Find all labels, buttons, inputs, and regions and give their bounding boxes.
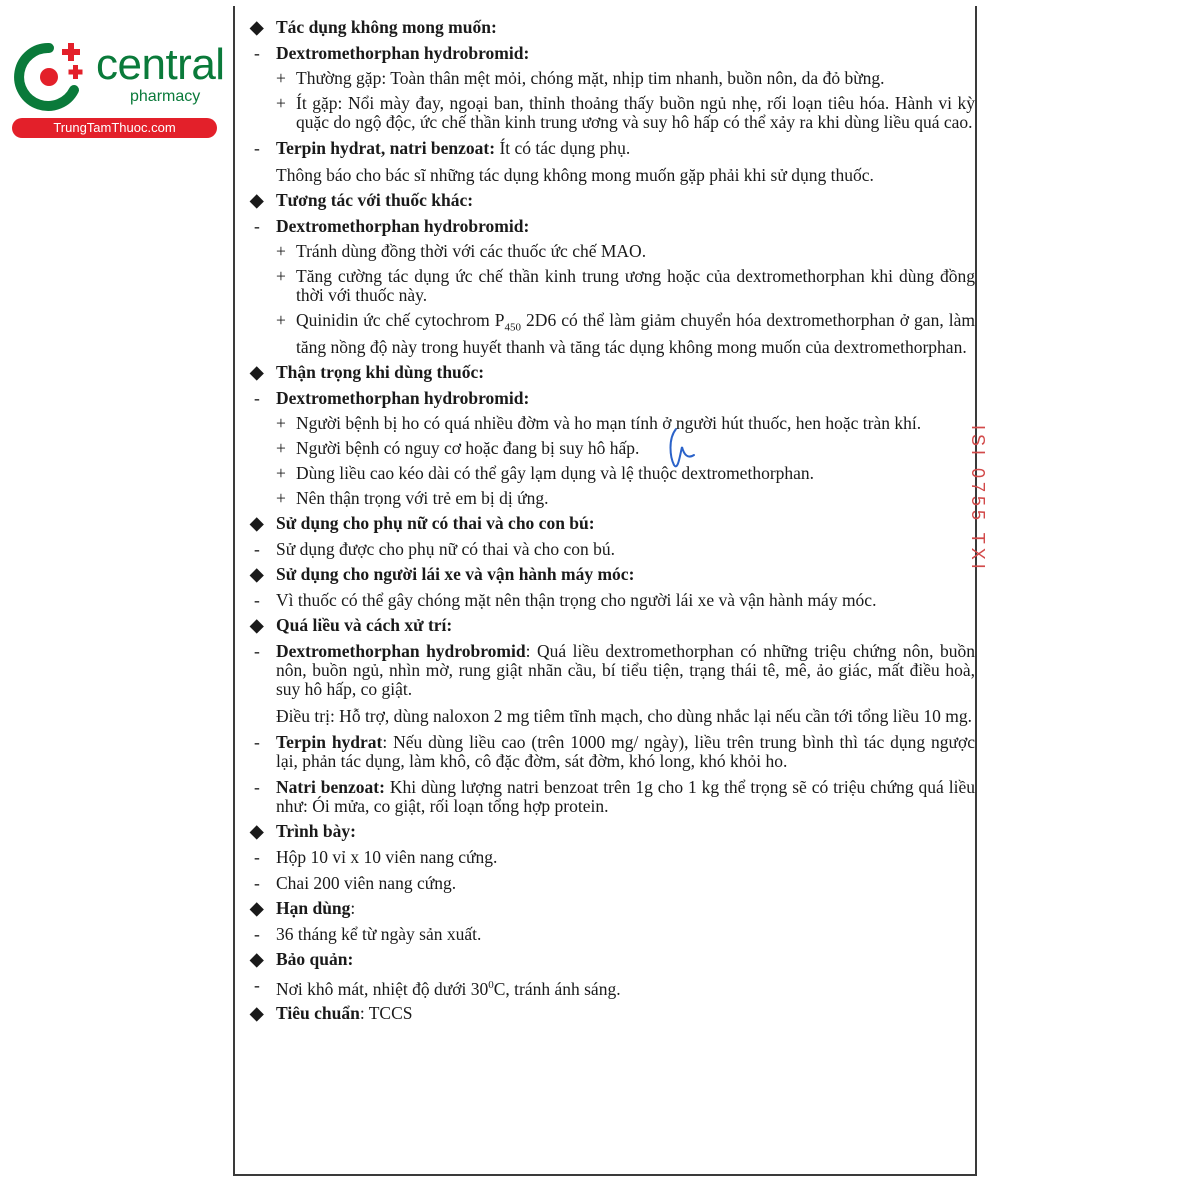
list-item: - Nơi khô mát, nhiệt độ dưới $30^0C$, tránh ánh sáng. <box>254 974 621 999</box>
brand-subtitle: pharmacy <box>130 88 201 105</box>
ingredient-heading: - Dextromethorphan hydrobromid: <box>254 43 530 63</box>
list-item: - Chai 200 viên nang cứng. <box>254 872 457 893</box>
side-stamp: ISI 0755 TXI <box>968 425 988 573</box>
list-item: - Hộp 10 vỉ x 10 viên nang cứng. <box>254 846 498 867</box>
ingredient-heading: - Dextromethorphan hydrobromid: <box>254 216 530 236</box>
ingredient-line: - Terpin hydrat, natri benzoat: Ít có tác dụng phụ. <box>254 138 631 158</box>
list-item: + Tránh dùng đồng thời với các thuốc ức chế MAO. <box>276 241 647 261</box>
list-item: + Quinidin ức chế cytochrom $P_{450}$ 2D6 có thể làm giảm chuyển hóa dextromethorphan ở gan, làm tăng nồng độ này trong huyết thanh và tăng tác dụng không mong muốn của dextromethorphan. <box>276 310 975 357</box>
section-heading: ◆ Bảo quản: <box>250 948 354 969</box>
list-item: + Thường gặp: Toàn thân mệt mỏi, chóng mặt, nhịp tim nhanh, buồn nôn, da đỏ bừng. <box>276 68 885 88</box>
section-heading: ◆ Sử dụng cho người lái xe và vận hành máy móc: <box>250 563 635 584</box>
list-item: + Người bệnh bị ho có quá nhiều đờm và ho mạn tính ở người hút thuốc, hen hoặc tràn khí. <box>276 412 922 433</box>
section-heading: ◆ Tương tác với thuốc khác: <box>250 190 474 210</box>
section-heading: ◆ Thận trọng khi dùng thuốc: <box>250 361 485 382</box>
list-item: + Tăng cường tác dụng ức chế thần kinh trung ương hoặc của dextromethorphan khi dùng đồng thời với thuốc này. <box>276 266 975 305</box>
brand-url[interactable]: TrungTamThuoc.com <box>12 118 217 138</box>
section-heading: ◆ Sử dụng cho phụ nữ có thai và cho con bú: <box>250 512 595 533</box>
section-heading: ◆ Tiêu chuẩn: TCCS <box>250 1003 413 1024</box>
list-item: - Sử dụng được cho phụ nữ có thai và cho con bú. <box>254 538 616 559</box>
brand-logo[interactable] <box>10 38 225 138</box>
ingredient-line: - Natri benzoat: Khi dùng lượng natri benzoat trên 1g cho 1 kg thể trọng sẽ có triệu chứng quá liều như: Ói mửa, co giật, rối loạn tổng hợp protein. <box>254 776 975 816</box>
ingredient-line: - Dextromethorphan hydrobromid: Quá liều dextromethorphan có những triệu chứng nôn, buồn nôn, buồn ngủ, nhìn mờ, rung giật nhãn cầu, bí tiểu tiện, trạng thái tê, mê, ảo giác, mất điều hoà, suy hô hấp, co giật. <box>254 640 975 699</box>
paragraph: Điều trị: Hỗ trợ, dùng naloxon 2 mg tiêm tĩnh mạch, cho dùng nhắc lại nếu cần tới tổng liều 10 mg. <box>276 705 973 726</box>
central-pharmacy-logo-icon <box>10 38 88 116</box>
ingredient-line: - Terpin hydrat: Nếu dùng liều cao (trên 1000 mg/ ngày), liều trên trung bình thì tác dụng ngược lại, phản tác dụng, làm khô, cô đặc đờm, sát đờm, khó long, khó khỏi ho. <box>254 731 975 771</box>
brand-name: central <box>96 40 225 89</box>
list-item: + Dùng liều cao kéo dài có thể gây lạm dụng và lệ thuộc dextromethorphan. <box>276 462 815 483</box>
list-item: + Nên thận trọng với trẻ em bị dị ứng. <box>276 487 549 508</box>
paragraph: Thông báo cho bác sĩ những tác dụng không mong muốn gặp phải khi sử dụng thuốc. <box>276 165 874 185</box>
list-item: - Vì thuốc có thể gây chóng mặt nên thận trọng cho người lái xe và vận hành máy móc. <box>254 589 877 610</box>
section-heading: ◆ Hạn dùng: <box>250 897 356 918</box>
section-heading: ◆ Tác dụng không mong muốn: <box>250 17 497 37</box>
list-item: + Người bệnh có nguy cơ hoặc đang bị suy hô hấp. <box>276 437 640 458</box>
list-item: - 36 tháng kể từ ngày sản xuất. <box>254 923 482 944</box>
section-heading: ◆ Trình bày: <box>250 820 356 841</box>
ingredient-heading: - Dextromethorphan hydrobromid: <box>254 387 530 408</box>
list-item: + Ít gặp: Nổi mày đay, ngoại ban, thỉnh thoảng thấy buồn ngủ nhẹ, rối loạn tiêu hóa. Hành vi kỳ quặc do ngộ độc, ức chế thần kinh trung ương và suy hô hấp có thể xảy ra khi dùng liều quá cao. <box>276 93 975 132</box>
leaflet-content <box>250 12 975 1023</box>
section-heading: ◆ Quá liều và cách xử trí: <box>250 614 453 635</box>
